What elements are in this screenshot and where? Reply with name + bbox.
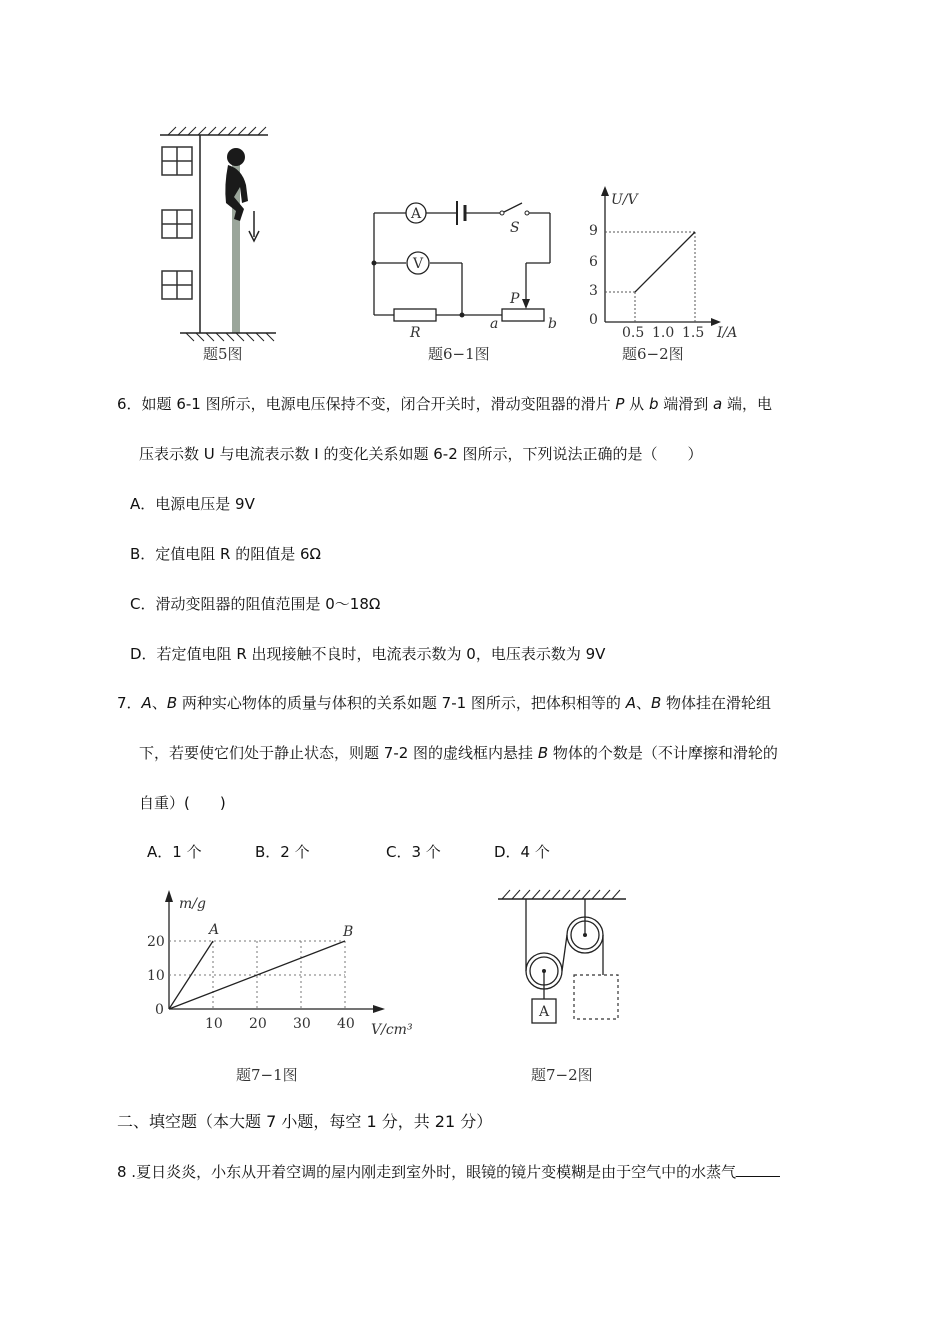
xtick-40: 40 [337, 1016, 355, 1032]
block-a-label: A [539, 1004, 550, 1020]
resistor-label: R [410, 325, 421, 341]
q7-line1: 7．A、B 两种实心物体的质量与体积的关系如题 7-1 图所示，把体积相等的 A、B 物体挂在滑轮组 [117, 694, 772, 712]
ylabel-7-1: m/g [179, 896, 206, 912]
ytick-20: 20 [147, 934, 165, 950]
figure-7-1-graph [135, 882, 435, 1052]
ytick-0: 0 [589, 312, 598, 328]
ytick-0-71: 0 [155, 1002, 164, 1018]
q7-option-c: C．3 个 [386, 843, 441, 861]
q8-blank[interactable] [736, 1162, 780, 1177]
q6-option-b: B．定值电阻 R 的阻值是 6Ω [130, 545, 322, 563]
xtick-10: 10 [205, 1016, 223, 1032]
ytick-10: 10 [147, 968, 165, 984]
caption-fig7-1: 题7−1图 [236, 1066, 298, 1084]
var-P: P [615, 395, 625, 413]
slider-label: P [510, 291, 520, 307]
xtick-20: 20 [249, 1016, 267, 1032]
ytick-6: 6 [589, 254, 598, 270]
xlabel-6-2: I/A [717, 325, 738, 341]
xtick-1-5: 1.5 [682, 325, 705, 341]
graph-7-1-marks [169, 941, 345, 1009]
q6-option-a: A．电源电压是 9V [130, 495, 255, 513]
caption-fig6-2: 题6−2图 [622, 345, 684, 363]
graph-6-2-marks [605, 232, 695, 322]
var-b: b [648, 395, 659, 413]
q7-line3: 自重）( ) [139, 794, 226, 812]
q7-line2: 下，若要使它们处于静止状态，则题 7-2 图的虚线框内悬挂 B 物体的个数是（不计摩擦和滑轮的 [139, 744, 778, 762]
q7-option-b: B．2 个 [255, 843, 310, 861]
series-a-label: A [209, 922, 220, 938]
end-b-label: b [548, 316, 557, 332]
xtick-30: 30 [293, 1016, 311, 1032]
q6-line1: 6．如题 6-1 图所示，电源电压保持不变，闭合开关时，滑动变阻器的滑片 P 从 b 端滑到 a 端，电 [117, 395, 773, 413]
figure-5 [150, 125, 280, 350]
climber-figure [225, 148, 248, 221]
end-a-label: a [490, 316, 499, 332]
figure-7-2-pulley [490, 885, 635, 1035]
dashed-box [574, 975, 618, 1019]
ytick-3: 3 [589, 283, 598, 299]
ammeter-label: A [411, 206, 422, 222]
ytick-9: 9 [589, 223, 598, 239]
q7-option-a: A．1 个 [147, 843, 202, 861]
q6-option-c: C．滑动变阻器的阻值范围是 0～18Ω [130, 595, 381, 613]
q7-option-d: D．4 个 [494, 843, 550, 861]
q8-line1: 8 .夏日炎炎，小东从开着空调的屋内刚走到室外时，眼镜的镜片变模糊是由于空气中的水蒸气 [117, 1162, 780, 1182]
xtick-0-5: 0.5 [622, 325, 645, 341]
ylabel-6-2: U/V [611, 192, 638, 208]
switch-label: S [510, 220, 520, 236]
figure-6-1-circuit [362, 185, 572, 343]
xtick-1-0: 1.0 [652, 325, 675, 341]
caption-fig6-1: 题6−1图 [428, 345, 490, 363]
u-i-line [635, 232, 695, 292]
figure-6-2-graph [585, 182, 745, 342]
section-2-heading: 二、填空题（本大题 7 小题，每空 1 分，共 21 分） [117, 1112, 493, 1131]
q6-line2: 压表示数 U 与电流表示数 I 的变化关系如题 6-2 图所示，下列说法正确的是（ ） [139, 445, 703, 463]
caption-fig5: 题5图 [203, 345, 243, 363]
xlabel-7-1: V/cm³ [371, 1022, 413, 1038]
series-b-label: B [343, 924, 354, 940]
q6-option-d: D．若定值电阻 R 出现接触不良时，电流表示数为 0，电压表示数为 9V [130, 645, 606, 663]
var-a: a [713, 395, 723, 413]
caption-fig7-2: 题7−2图 [531, 1066, 593, 1084]
voltmeter-label: V [413, 256, 424, 272]
